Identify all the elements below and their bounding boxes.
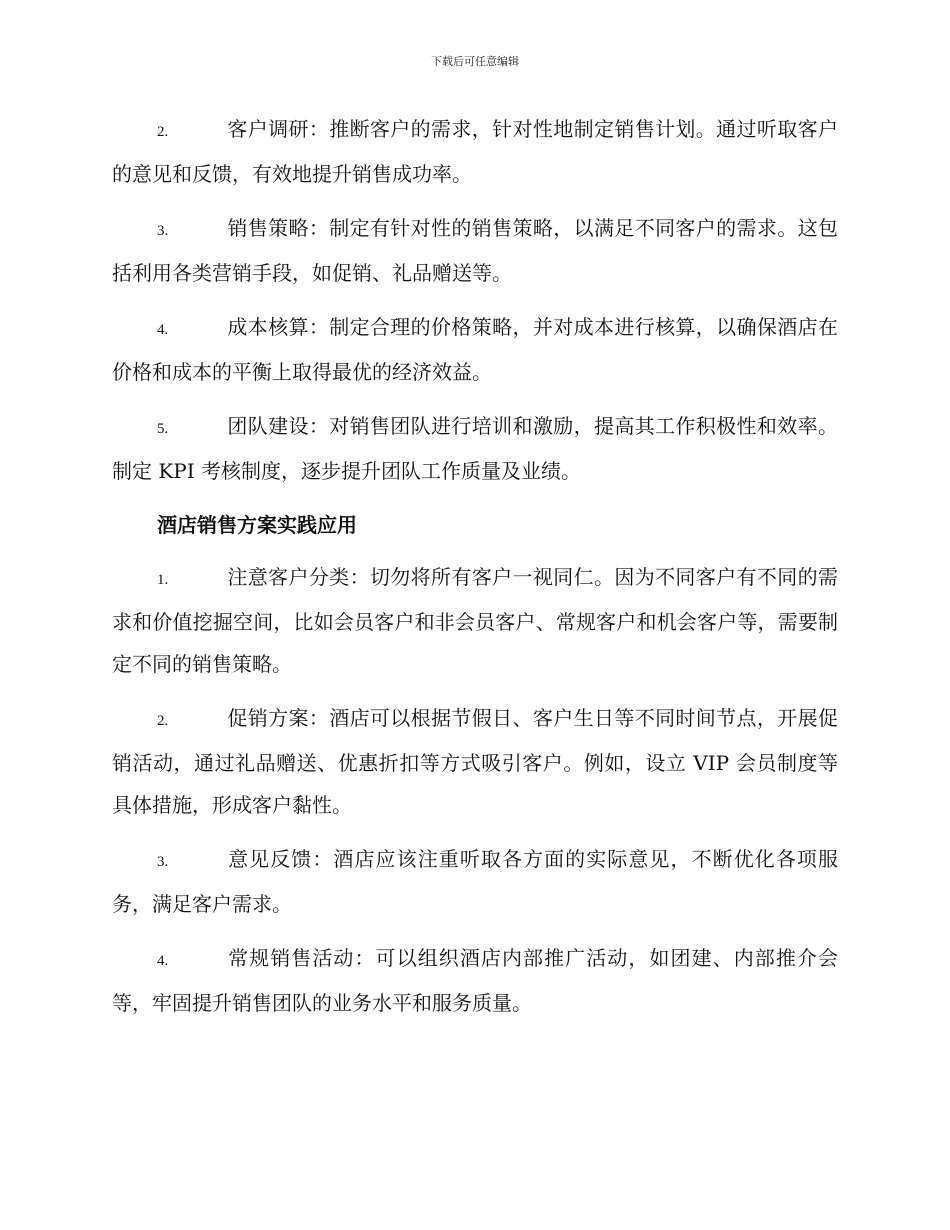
- page-header: 下载后可任意编辑: [431, 55, 519, 68]
- item-number: 3.: [157, 854, 169, 870]
- list-item: [112, 405, 838, 492]
- list-item: [112, 937, 838, 1024]
- list-item: [112, 108, 838, 195]
- item-text: 销售策略：制定有针对性的销售策略，以满足不同客户的需求。这包括利用各类营销手段，如促销、礼品赠送等。: [112, 216, 838, 285]
- list-item: [112, 556, 838, 685]
- item-text: 客户调研：推断客户的需求，针对性地制定销售计划。通过听取客户的意见和反馈，有效地提升销售成功率。: [112, 117, 838, 186]
- section-heading: 酒店销售方案实践应用: [157, 513, 357, 537]
- list-item: [112, 838, 838, 925]
- document-body: [112, 108, 838, 1036]
- list-item: [112, 697, 838, 826]
- item-text: 促销方案：酒店可以根据节假日、客户生日等不同时间节点，开展促销活动，通过礼品赠送、优惠折扣等方式吸引客户。例如，设立 VIP 会员制度等具体措施，形成客户黏性。: [112, 706, 838, 817]
- item-text: 常规销售活动：可以组织酒店内部推广活动，如团建、内部推介会等，牢固提升销售团队的业务水平和服务质量。: [112, 946, 838, 1015]
- item-number: 5.: [157, 421, 169, 437]
- list-item: [112, 306, 838, 393]
- item-number: 2.: [157, 124, 169, 140]
- item-number: 4.: [157, 953, 169, 969]
- item-text: 成本核算：制定合理的价格策略，并对成本进行核算，以确保酒店在价格和成本的平衡上取得最优的经济效益。: [112, 315, 838, 384]
- list-item: [112, 207, 838, 294]
- item-number: 4.: [157, 322, 169, 338]
- item-number: 1.: [157, 572, 169, 588]
- item-text: 注意客户分类：切勿将所有客户一视同仁。因为不同客户有不同的需求和价值挖掘空间，比如会员客户和非会员客户、常规客户和机会客户等，需要制定不同的销售策略。: [112, 565, 838, 676]
- item-text: 团队建设：对销售团队进行培训和激励，提高其工作积极性和效率。制定 KPI 考核制度，逐步提升团队工作质量及业绩。: [112, 414, 838, 483]
- item-number: 3.: [157, 223, 169, 239]
- item-number: 2.: [157, 713, 169, 729]
- item-text: 意见反馈：酒店应该注重听取各方面的实际意见，不断优化各项服务，满足客户需求。: [112, 847, 838, 916]
